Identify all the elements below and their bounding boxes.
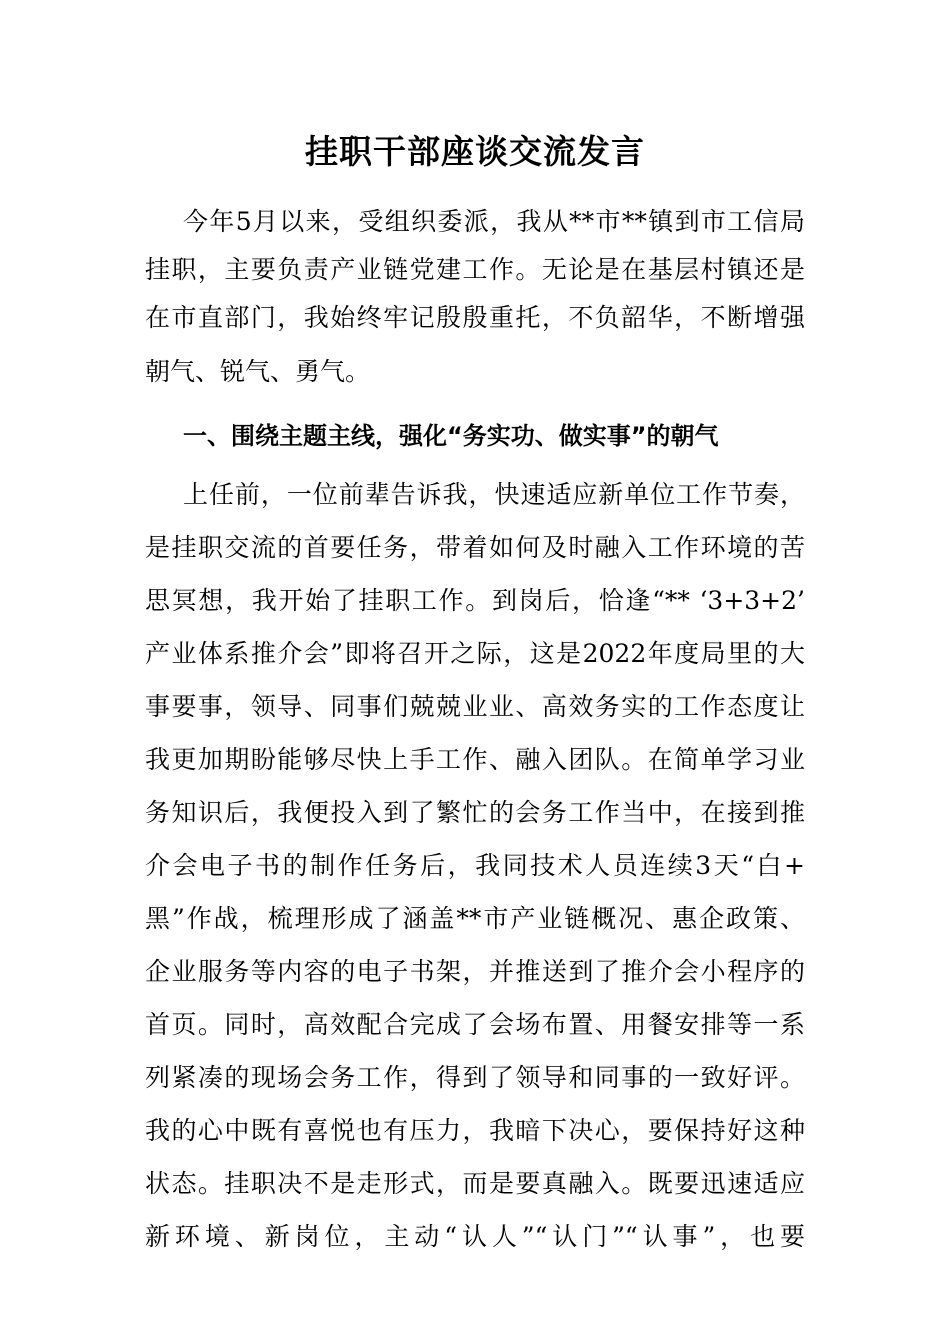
text-line: 务知识后，我便投入到了繁忙的会务工作当中，在接到推 (145, 798, 805, 827)
text-line: 今年5月以来，受组织委派，我从**市**镇到市工信局 (183, 207, 805, 236)
text-line: 上任前，一位前辈告诉我，快速适应新单位工作节奏， (183, 480, 805, 509)
text-line: 列紧凑的现场会务工作，得到了领导和同事的一致好评。 (145, 1063, 805, 1092)
text-line: 事要事，领导、同事们兢兢业业、高效务实的工作态度让 (145, 692, 805, 721)
section-heading: 一、围绕主题主线，强化“务实功、做实事”的朝气 (183, 422, 719, 450)
text-line: 状态。挂职决不是走形式，而是要真融入。既要迅速适应 (145, 1169, 805, 1198)
text-line: 新环境、新岗位，主动“认人”“认门”“认事”，也要 (145, 1222, 805, 1251)
text-line: 黑”作战，梳理形成了涵盖**市产业链概况、惠企政策、 (145, 904, 805, 933)
text-line: 介会电子书的制作任务后，我同技术人员连续3天“白+ (145, 851, 805, 880)
text-line: 产业体系推介会”即将召开之际，这是2022年度局里的大 (145, 639, 805, 668)
text-line: 企业服务等内容的电子书架，并推送到了推介会小程序的 (145, 957, 805, 986)
text-line: 我更加期盼能够尽快上手工作、融入团队。在简单学习业 (145, 745, 805, 774)
document-title: 挂职干部座谈交流发言 (305, 132, 645, 171)
text-line: 我的心中既有喜悦也有压力，我暗下决心，要保持好这种 (145, 1116, 805, 1145)
text-line: 是挂职交流的首要任务，带着如何及时融入工作环境的苦 (145, 533, 805, 562)
text-line: 在市直部门，我始终牢记殷殷重托，不负韶华，不断增强 (145, 303, 805, 332)
text-line: 挂职，主要负责产业链党建工作。无论是在基层村镇还是 (145, 255, 805, 284)
text-line: 思冥想，我开始了挂职工作。到岗后，恰逢“** ‘3+3+2’ (145, 586, 805, 615)
text-line: 朝气、锐气、勇气。 (145, 357, 371, 386)
text-line: 首页。同时，高效配合完成了会场布置、用餐安排等一系 (145, 1010, 805, 1039)
